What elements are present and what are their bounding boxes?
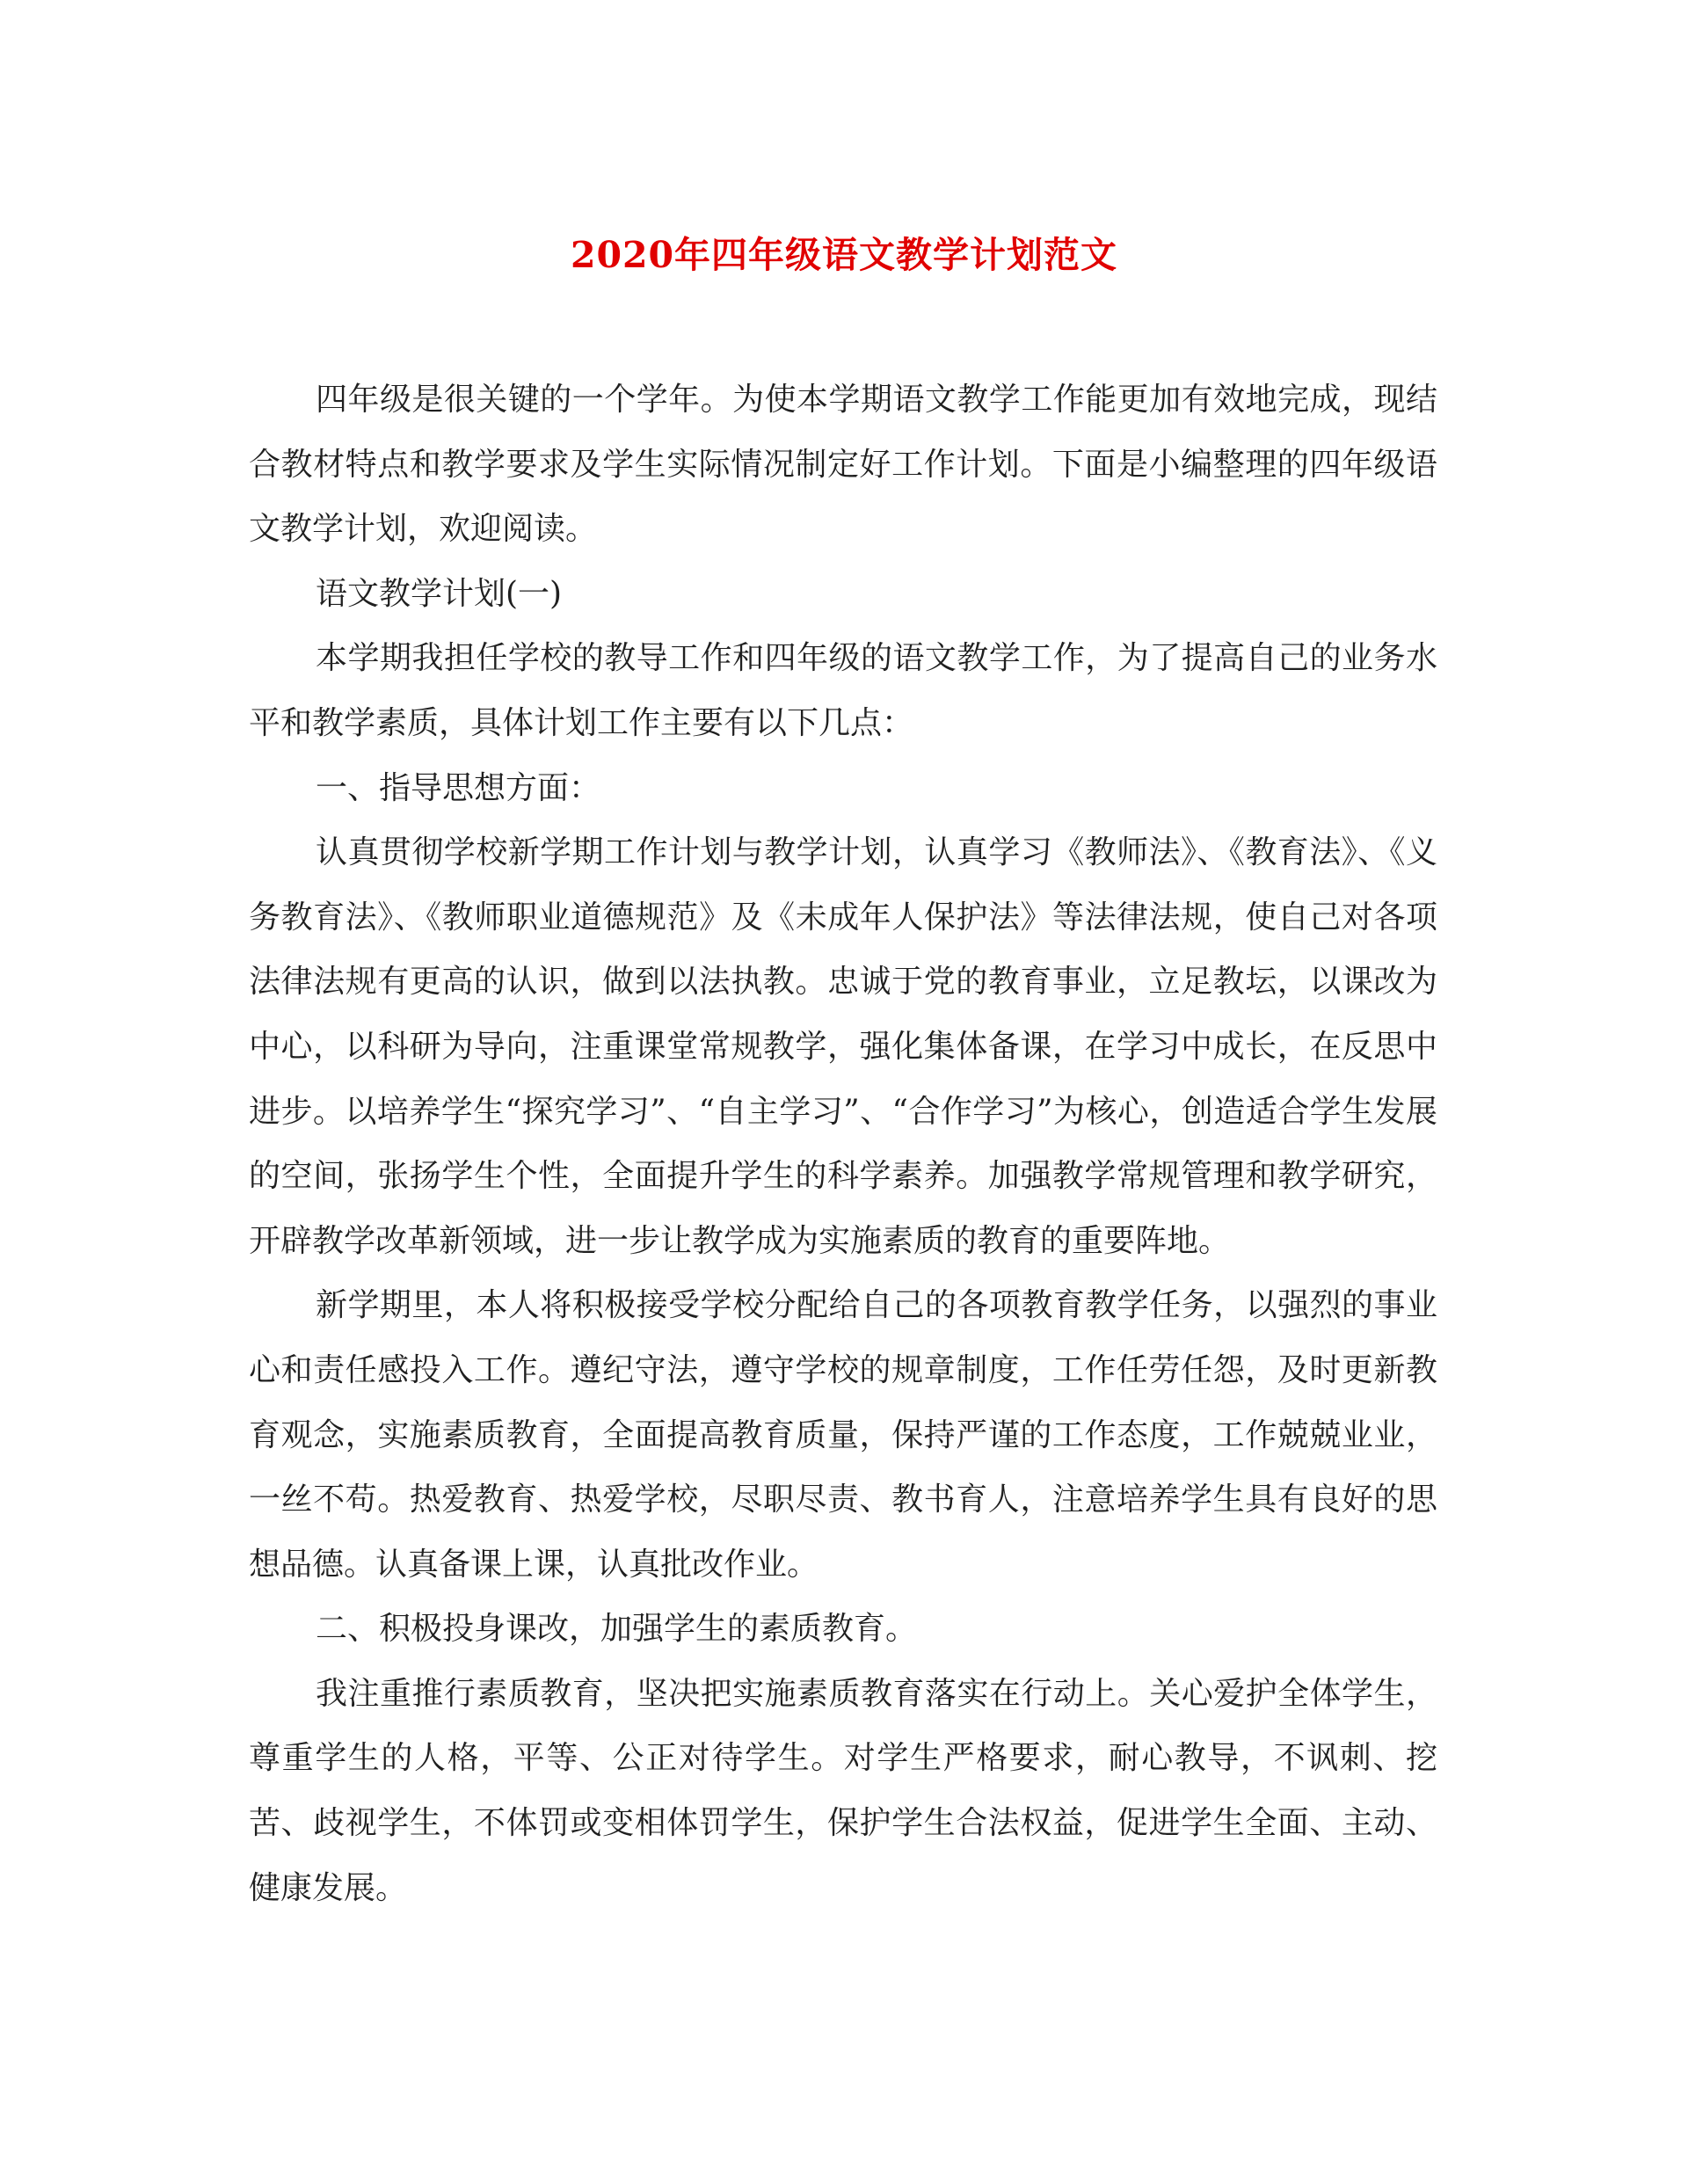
- paragraph-quality-education: 我注重推行素质教育，坚决把实施素质教育落实在行动上。关心爱护全体学生，尊重学生的人格，平等、公正对待学生。对学生严格要求，耐心教导，不讽刺、挖苦、歧视学生，不体罚或变相体罚学生，保护学生合法权益，促进学生全面、主动、健康发展。: [249, 1675, 1437, 1906]
- paragraph-responsibilities: 本学期我担任学校的教导工作和四年级的语文教学工作，为了提高自己的业务水平和教学素质，具体计划工作主要有以下几点：: [249, 640, 1437, 741]
- paragraph-guiding-ideology: 认真贯彻学校新学期工作计划与教学计划，认真学习《教师法》、《教育法》、《义务教育法》、《教师职业道德规范》及《未成年人保护法》等法律法规，使自己对各项法律法规有更高的认识，做到以法执教。忠诚于党的教育事业，立足教坛，以课改为中心，以科研为导向，注重课堂常规教学，强化集体备课，在学习中成长，在反思中进步。以培养学生“探究学习”、“自主学习”、“合作学习”为核心，创造适合学生发展的空间，张扬学生个性，全面提升学生的科学素养。加强教学常规管理和教学研究，开辟教学改革新领域，进一步让教学成为实施素质的教育的重要阵地。: [249, 834, 1437, 1259]
- section-heading-guiding-ideology: 一、指导思想方面：: [316, 769, 601, 806]
- section-heading-curriculum-reform: 二、积极投身课改，加强学生的素质教育。: [316, 1611, 918, 1648]
- section-heading-plan-one: 语文教学计划(一): [316, 575, 563, 612]
- document-title: 2020年四年级语文教学计划范文: [570, 234, 1118, 276]
- document-body: [249, 368, 1437, 1920]
- paragraph-new-semester: 新学期里，本人将积极接受学校分配给自己的各项教育教学任务，以强烈的事业心和责任感投入工作。遵纪守法，遵守学校的规章制度，工作任劳任怨，及时更新教育观念，实施素质教育，全面提高教育质量，保持严谨的工作态度，工作兢兢业业，一丝不苟。热爱教育、热爱学校，尽职尽责、教书育人，注意培养学生具有良好的思想品德。认真备课上课，认真批改作业。: [249, 1287, 1437, 1583]
- paragraph-intro: 四年级是很关键的一个学年。为使本学期语文教学工作能更加有效地完成，现结合教材特点和教学要求及学生实际情况制定好工作计划。下面是小编整理的四年级语文教学计划，欢迎阅读。: [249, 382, 1437, 548]
